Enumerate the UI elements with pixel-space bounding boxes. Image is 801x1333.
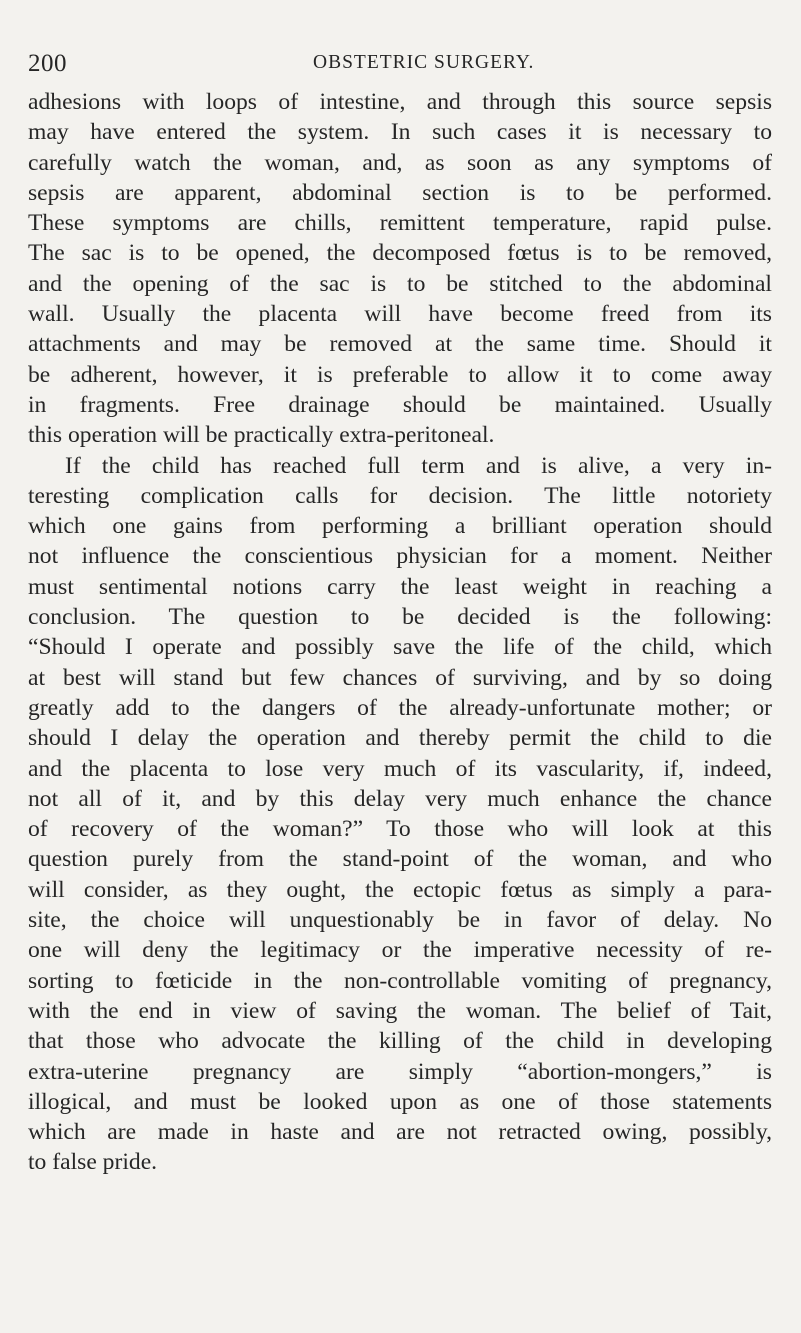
- text-line: teresting complication calls for decision. The little notoriety: [28, 482, 772, 509]
- text-line: attachments and may be removed at the same time. Should it: [28, 331, 772, 358]
- body-text: [28, 87, 772, 1178]
- text-line: which are made in haste and are not retracted owing, possibly,: [28, 1119, 772, 1146]
- text-line: illogical, and must be looked upon as one of those statements: [28, 1088, 772, 1115]
- text-line: adhesions with loops of intestine, and through this source sepsis: [28, 89, 772, 115]
- paragraph-start-line: If the child has reached full term and is alive, a very in-: [65, 452, 772, 479]
- text-line: this operation will be practically extra-peritoneal.: [28, 422, 495, 449]
- text-line: question purely from the stand-point of the woman, and who: [28, 846, 772, 873]
- text-line: wall. Usually the placenta will have become freed from its: [28, 301, 772, 328]
- text-line: that those who advocate the killing of the child in developing: [28, 1028, 772, 1055]
- text-line: will consider, as they ought, the ectopic fœtus as simply a para-: [28, 876, 772, 903]
- running-head: OBSTETRIC SURGERY.: [313, 52, 535, 73]
- text-line: may have entered the system. In such cases it is necessary to: [28, 119, 772, 146]
- text-line: The sac is to be opened, the decomposed fœtus is to be removed,: [28, 240, 772, 267]
- text-line: one will deny the legitimacy or the imperative necessity of re-: [28, 937, 772, 964]
- text-line: be adherent, however, it is preferable to allow it to come away: [28, 361, 772, 388]
- text-line: sorting to fœticide in the non-controllable vomiting of pregnancy,: [28, 967, 772, 994]
- text-line: greatly add to the dangers of the already-unfortunate mother; or: [28, 694, 772, 721]
- text-line: These symptoms are chills, remittent temperature, rapid pulse.: [28, 210, 772, 237]
- text-line: in fragments. Free drainage should be maintained. Usually: [28, 391, 772, 418]
- text-line: not all of it, and by this delay very much enhance the chance: [28, 785, 772, 812]
- text-line: should I delay the operation and thereby permit the child to die: [28, 725, 772, 752]
- text-line: site, the choice will unquestionably be in favor of delay. No: [28, 907, 772, 934]
- page-number: 200: [28, 50, 67, 77]
- text-line: of recovery of the woman?” To those who will look at this: [28, 816, 772, 843]
- text-line: to false pride.: [28, 1149, 158, 1176]
- text-line: not influence the conscientious physician for a moment. Neither: [28, 543, 772, 570]
- text-line: extra-uterine pregnancy are simply “abortion-mongers,” is: [28, 1058, 772, 1085]
- text-line: and the opening of the sac is to be stitched to the abdominal: [28, 270, 772, 297]
- text-line: with the end in view of saving the woman. The belief of Tait,: [28, 997, 772, 1024]
- text-line: carefully watch the woman, and, as soon as any symptoms of: [28, 149, 772, 176]
- text-line: conclusion. The question to be decided is the following:: [28, 604, 772, 631]
- text-line: which one gains from performing a brilliant operation should: [28, 513, 772, 540]
- text-line: and the placenta to lose very much of its vascularity, if, indeed,: [28, 755, 772, 782]
- text-line: must sentimental notions carry the least weight in reaching a: [28, 573, 772, 600]
- page-header: [28, 50, 768, 80]
- text-line: “Should I operate and possibly save the life of the child, which: [28, 634, 772, 661]
- text-line: at best will stand but few chances of surviving, and by so doing: [28, 664, 772, 691]
- text-line: sepsis are apparent, abdominal section is to be performed.: [28, 179, 772, 206]
